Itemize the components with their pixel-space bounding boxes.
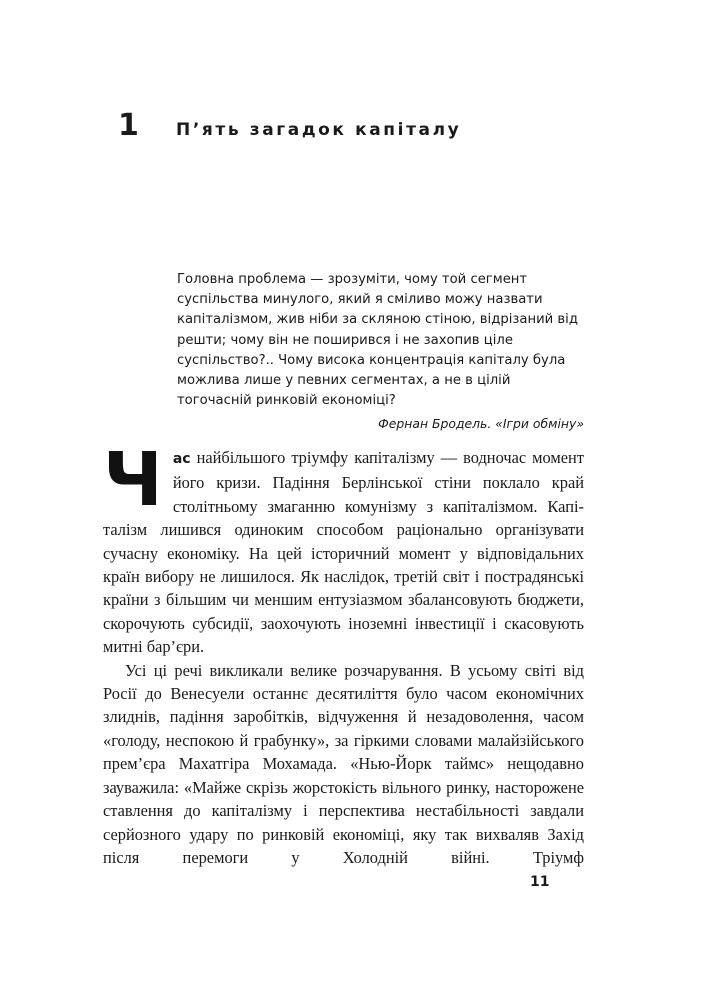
chapter-number: 1 bbox=[118, 108, 139, 143]
epigraph bbox=[177, 270, 584, 435]
chapter-heading bbox=[118, 108, 461, 143]
chapter-title: П’ять загадок капіталу bbox=[176, 120, 462, 140]
drop-cap: Ч bbox=[103, 437, 163, 523]
lead-word: ас bbox=[172, 451, 191, 467]
body-text bbox=[103, 437, 584, 869]
epigraph-text: Головна проблема — зрозуміти, чому той сегмент суспільства минулого, який я сміливо можу назвати капіталізмом, жив ніби за скляною стіною, відрізаний від решти; чому він не поширився і не захопив ціле суспільство?.. Чому висока концентрація капіталу була можлива лише у певних сегментах, а не в цілій тогочасній ринковій економіці? bbox=[177, 272, 578, 409]
page-number: 11 bbox=[530, 874, 550, 890]
paragraph-2: Усі ці речі викликали велике розчарування. В усьому світі від Росії до Венесуели останнє десятиліття було часом економічних злиднів, падіння заробітків, відчуження й незадоволення, часом «голоду, неспокою й грабунку», за гіркими словами малайзійського прем’єра Махатгіра Мохамада. «Нью-Йорк таймс» нещодавно зауважила: «Майже скрізь жорстокість вільного ринку, насторожене ставлення до капіталізму і перспектива нестабільності завдали серйозного удару по ринковій економіці, яку так вихваляв Захід після перемоги у Холодній війні. Тріумф bbox=[103, 660, 584, 867]
epigraph-source: Фернан Бродель. «Ігри обміну» bbox=[378, 416, 584, 432]
paragraph-1 bbox=[103, 437, 584, 659]
paragraph-1-text: найбільшого тріумфу капіталізму — водночас момент його кризи. Падіння Берлінської стіни поклало край столітньому змаганню комунізму з капіталізмом. Капіталізм лишився одиноким способом раціонально організувати сучасну економіку. На цей історичний момент у відповідальних країн вибору не лишилося. Як наслідок, третій світ і пострадянські країни з більшим чи меншим ентузіазмом збалансовують бюджети, скорочують субсидії, заохочують іноземні інвестиції і скасовують митні бар’єри. bbox=[103, 448, 584, 657]
